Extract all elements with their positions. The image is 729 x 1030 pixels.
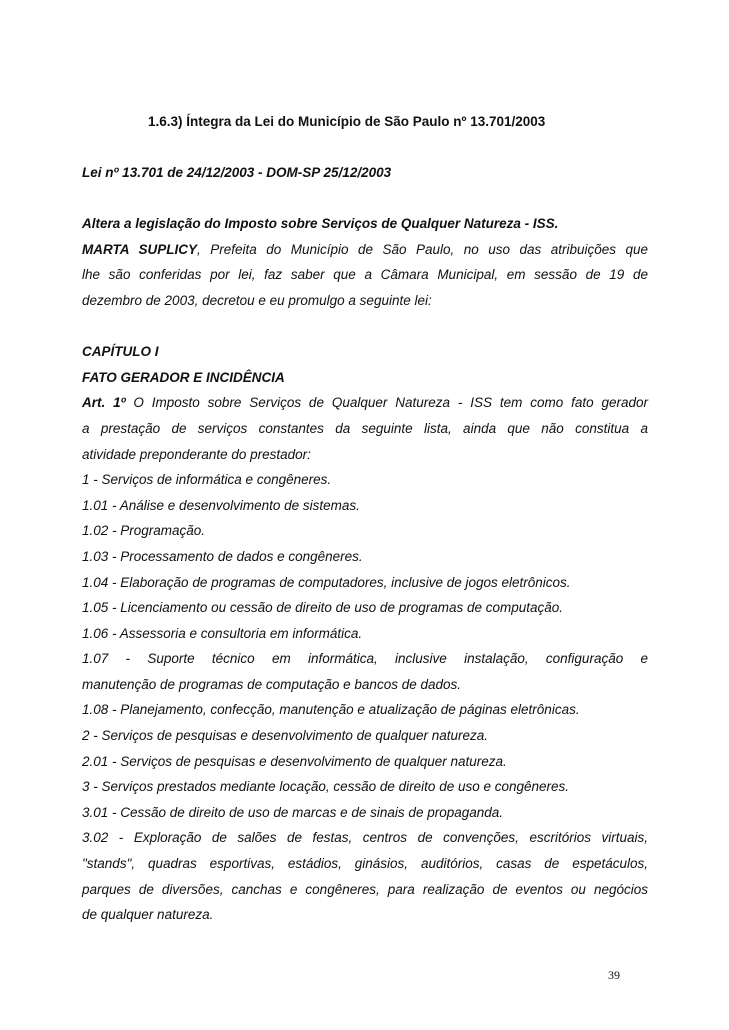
- law-subject: Altera a legislação do Imposto sobre Serviços de Qualquer Natureza - ISS.: [82, 216, 559, 232]
- list-item-continuation: parques de diversões, canchas e congêneres, para realização de eventos ou negócios: [82, 881, 648, 897]
- preamble-line-1: [82, 237, 648, 263]
- preamble-line-3: dezembro de 2003, decretou e eu promulgo a seguinte lei:: [82, 292, 432, 308]
- list-item: 1 - Serviços de informática e congêneres.: [82, 472, 332, 488]
- list-item-continuation: de qualquer natureza.: [82, 907, 214, 923]
- list-item: 1.06 - Assessoria e consultoria em informática.: [82, 625, 363, 641]
- preamble-block: [82, 211, 648, 313]
- article-1-label: Art. 1º: [82, 395, 126, 411]
- chapter-title: FATO GERADOR E INCIDÊNCIA: [82, 369, 285, 385]
- article-1-line-2: a prestação de serviços constantes da seguinte lista, ainda que não constitua a: [82, 420, 648, 436]
- list-item: 2 - Serviços de pesquisas e desenvolvimento de qualquer natureza.: [82, 728, 488, 744]
- article-1-line-1: [82, 390, 648, 416]
- list-item: 1.03 - Processamento de dados e congêneres.: [82, 548, 363, 564]
- list-item: 3.02 - Exploração de salões de festas, centros de convenções, escritórios virtuais,: [82, 830, 648, 846]
- chapter-label: CAPÍTULO I: [82, 344, 159, 360]
- signatory-name: MARTA SUPLICY: [82, 241, 197, 257]
- section-heading: 1.6.3) Íntegra da Lei do Município de São Paulo nº 13.701/2003: [148, 114, 546, 129]
- list-item: 1.04 - Elaboração de programas de computadores, inclusive de jogos eletrônicos.: [82, 574, 571, 590]
- article-1-line-3: atividade preponderante do prestador:: [82, 446, 311, 462]
- preamble-line-2: lhe são conferidas por lei, faz saber que a Câmara Municipal, em sessão de 19 de: [82, 267, 648, 283]
- law-reference-text: Lei nº 13.701 de 24/12/2003 - DOM-SP 25/12/2003: [82, 165, 392, 180]
- list-item: 1.05 - Licenciamento ou cessão de direito de uso de programas de computação.: [82, 600, 564, 616]
- list-item: 1.02 - Programação.: [82, 523, 206, 539]
- list-item-continuation: "stands", quadras esportivas, estádios, ginásios, auditórios, casas de espetáculos,: [82, 856, 648, 872]
- article-1-line-1-rest: O Imposto sobre Serviços de Qualquer Natureza - ISS tem como fato gerador: [125, 395, 648, 411]
- list-item-continuation: manutenção de programas de computação e bancos de dados.: [82, 676, 462, 692]
- list-item: 1.08 - Planejamento, confecção, manutenção e atualização de páginas eletrônicas.: [82, 702, 580, 718]
- page-number: 39: [608, 968, 620, 982]
- list-item: 3 - Serviços prestados mediante locação, cessão de direito de uso e congêneres.: [82, 779, 570, 795]
- list-item: 1.01 - Análise e desenvolvimento de sistemas.: [82, 497, 360, 513]
- list-item: 1.07 - Suporte técnico em informática, inclusive instalação, configuração e: [82, 651, 648, 667]
- list-item: 2.01 - Serviços de pesquisas e desenvolvimento de qualquer natureza.: [82, 753, 507, 769]
- list-item: 3.01 - Cessão de direito de uso de marcas e de sinais de propaganda.: [82, 804, 504, 820]
- document-body: [82, 160, 648, 928]
- preamble-line-1-rest: , Prefeita do Município de São Paulo, no uso das atribuições que: [196, 241, 648, 257]
- law-reference: [82, 160, 648, 186]
- chapter-block: [82, 339, 648, 928]
